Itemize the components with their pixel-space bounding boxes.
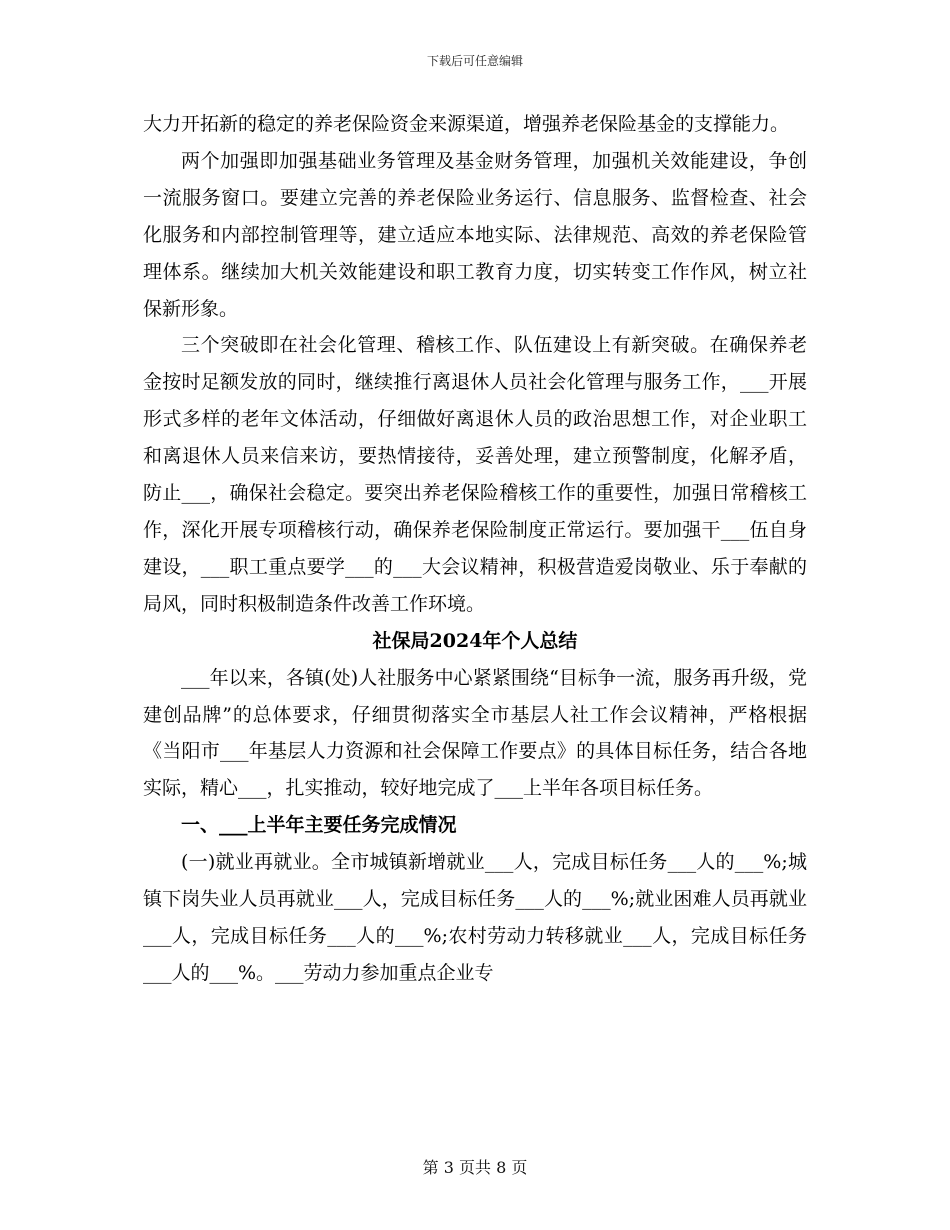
page-footer: 第 3 页共 8 页	[422, 1158, 528, 1177]
paragraph-three-breakthroughs: 三个突破即在社会化管理、稽核工作、队伍建设上有新突破。在确保养老金按时足额发放的同时，继续推行离退休人员社会化管理与服务工作，___开展形式多样的老年文体活动，仔细做好离退休人员的政治思想工作，对企业职工和离退休人员来信来访，要热情接待，妥善处理，建立预警制度，化解矛盾，防止___，确保社会稳定。要突出养老保险稽核工作的重要性，加强日常稽核工作，深化开展专项稽核行动，确保养老保险制度正常运行。要加强干___伍自身建设，___职工重点要学___的___大会议精神，积极营造爱岗敬业、乐于奉献的局风，同时积极制造条件改善工作环境。	[143, 334, 807, 615]
page-header: 下载后可任意编辑	[426, 54, 523, 68]
paragraph-summary-intro: ___年以来，各镇(处)人社服务中心紧紧围绕“目标争一流，服务再升级，党建创品牌”的总体要求，仔细贯彻落实全市基层人社工作会议精神，严格根据《当阳市___年基层人力资源和社会保障工作要点》的具体目标任务，结合各地实际，精心___，扎实推动，较好地完成了___上半年各项目标任务。	[143, 666, 807, 800]
document-title: 社保局2024年个人总结	[372, 629, 578, 652]
document-body	[143, 106, 807, 992]
section-heading-1: 一、___上半年主要任务完成情况	[181, 814, 457, 837]
paragraph-funding: 大力开拓新的稳定的养老保险资金来源渠道，增强养老保险基金的支撑能力。	[143, 113, 790, 135]
paragraph-two-strengthenings: 两个加强即加强基础业务管理及基金财务管理，加强机关效能建设，争创一流服务窗口。要建立完善的养老保险业务运行、信息服务、监督检查、社会化服务和内部控制管理等，建立适应本地实际、法律规范、高效的养老保险管理体系。继续加大机关效能建设和职工教育力度，切实转变工作作风，树立社保新形象。	[143, 149, 807, 320]
paragraph-employment: (一)就业再就业。全市城镇新增就业___人，完成目标任务___人的___%;城镇下岗失业人员再就业___人，完成目标任务___人的___%;就业困难人员再就业___人，完成目标任务___人的___%;农村劳动力转移就业___人，完成目标任务___人的___%。___劳动力参加重点企业专	[143, 851, 807, 984]
